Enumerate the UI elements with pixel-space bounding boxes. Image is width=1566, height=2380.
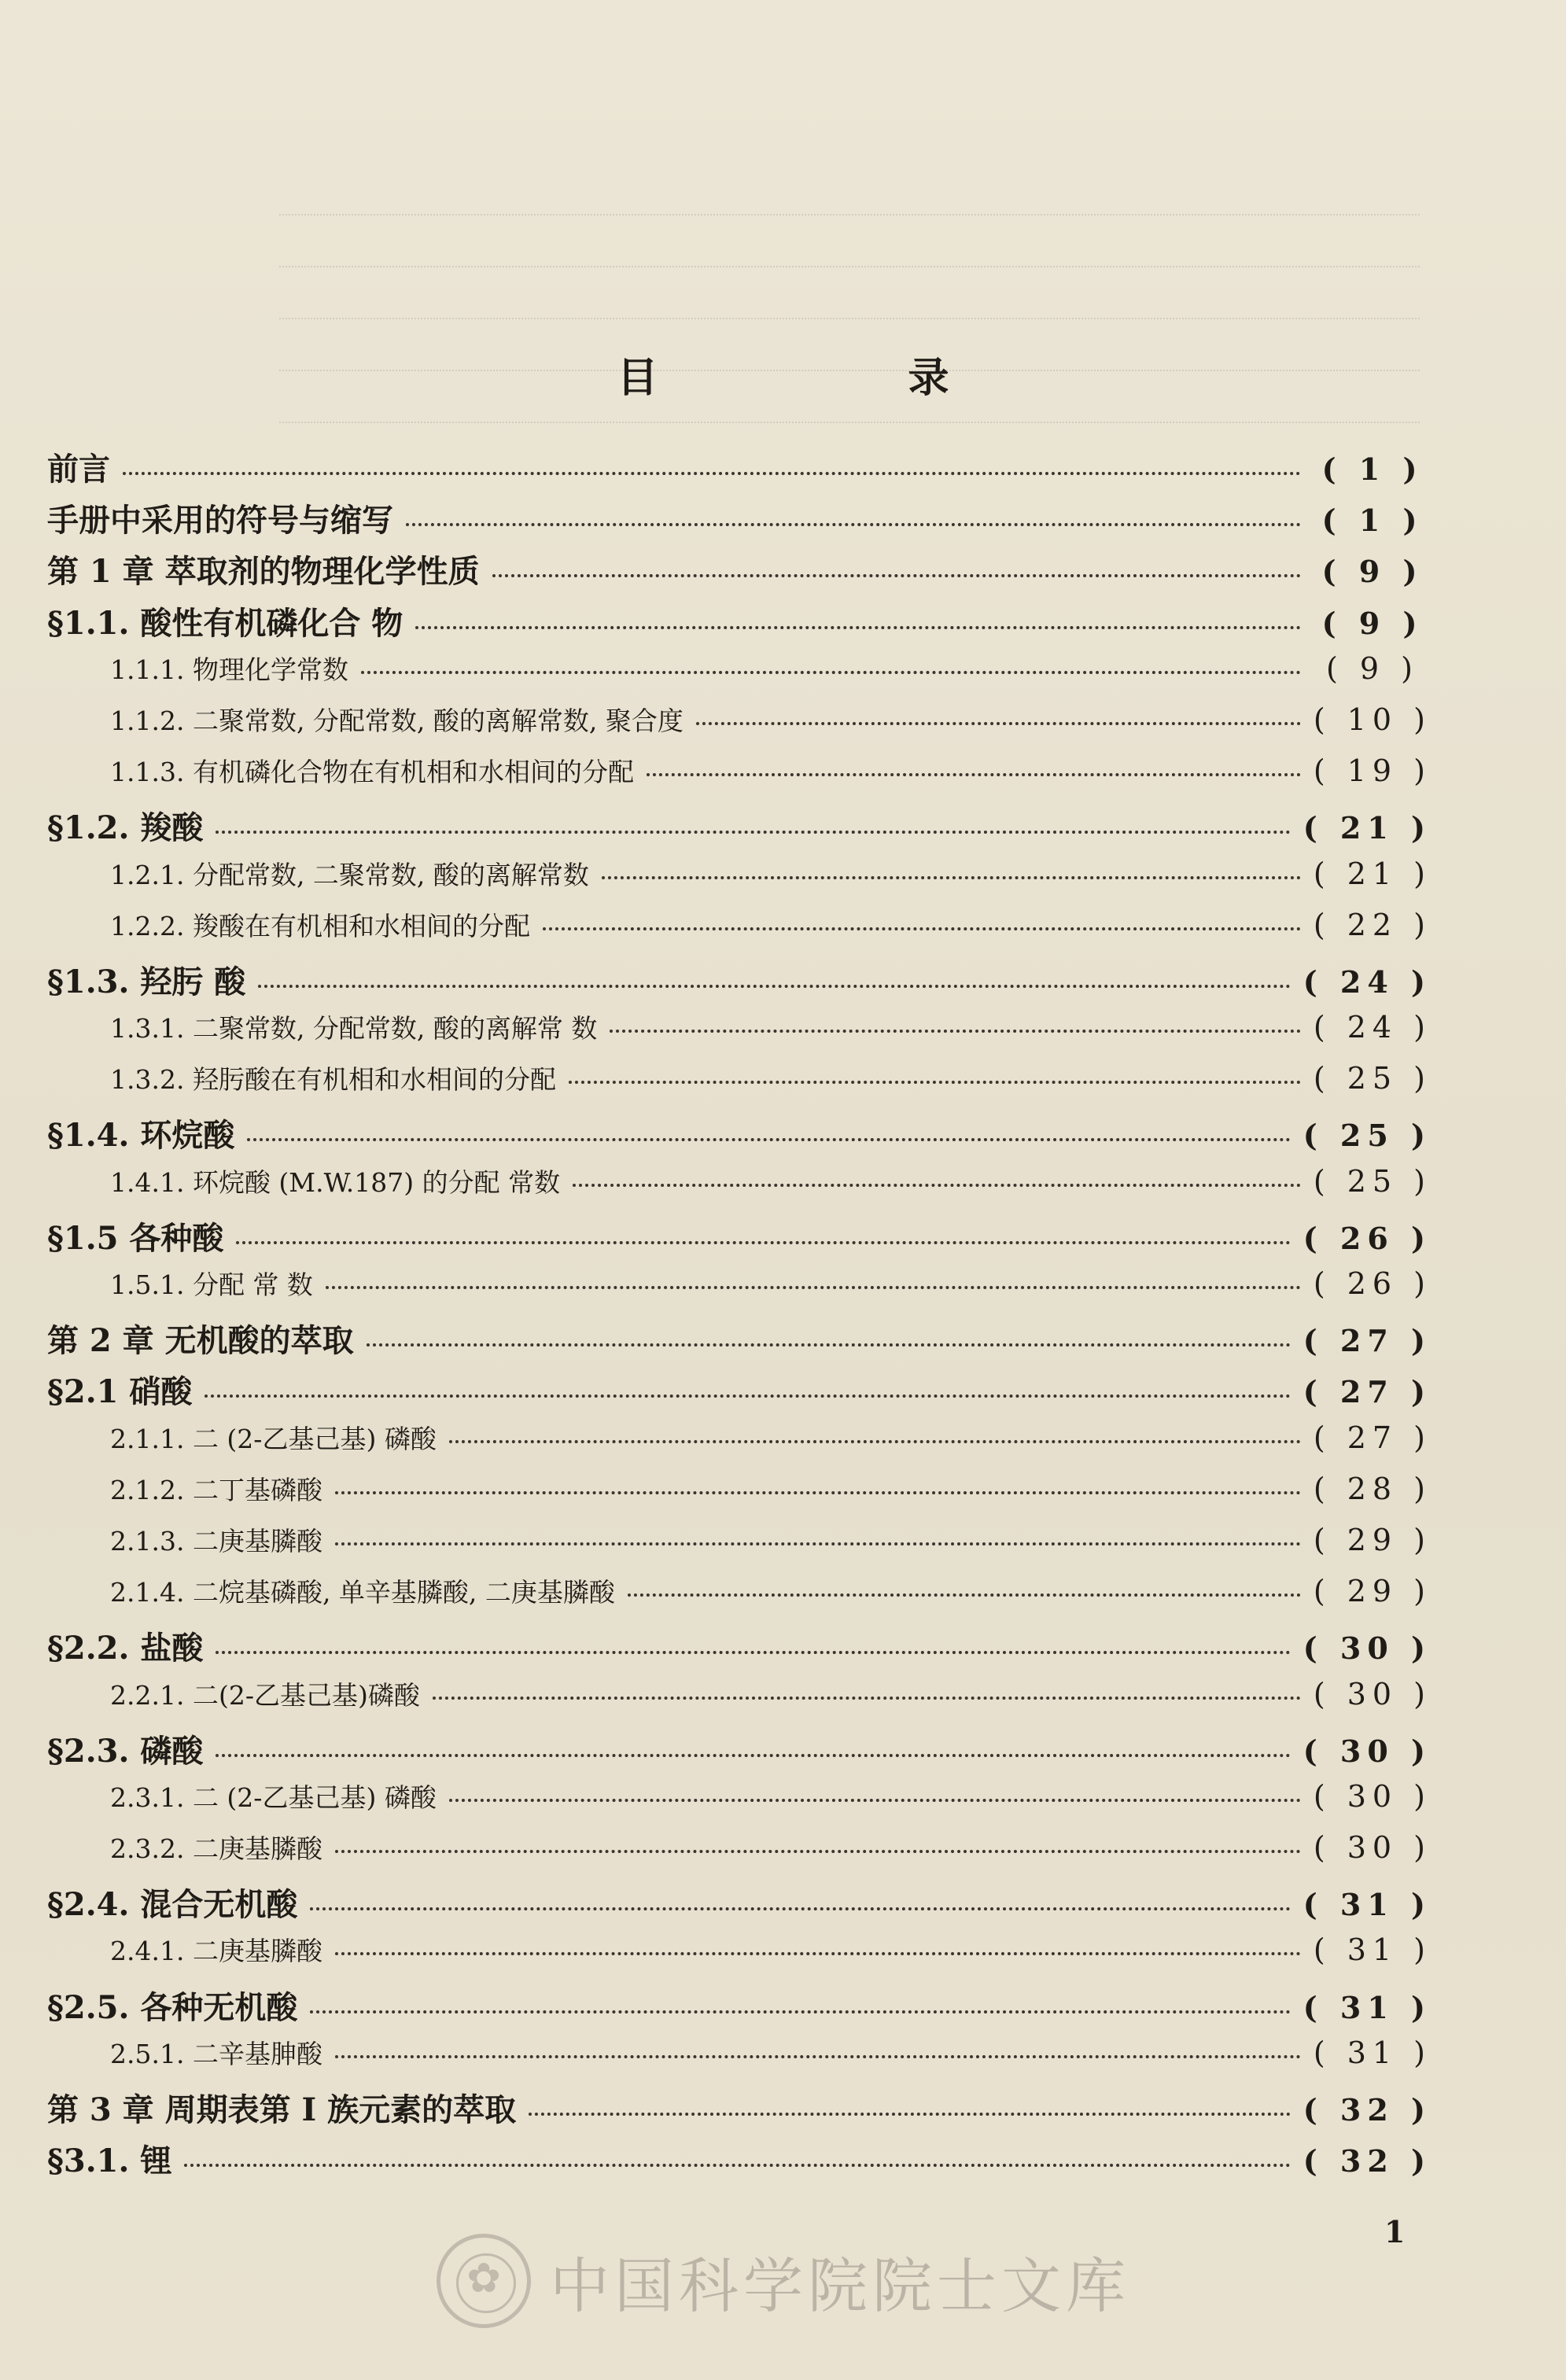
toc-entry-title: §1.3. 羟肟 酸: [47, 963, 246, 1000]
dot-leader: [361, 671, 1301, 674]
toc-entry-title: 第 2 章 无机酸的萃取: [47, 1322, 354, 1360]
toc-entry-page: ( 31 ): [1313, 2035, 1432, 2070]
toc-entry[interactable]: [47, 752, 1432, 803]
dot-leader: [335, 1952, 1301, 1955]
toc-entry-page: ( 9 ): [1321, 554, 1424, 590]
toc-entry[interactable]: [47, 1829, 1432, 1880]
toc-entry-page: ( 27 ): [1303, 1374, 1432, 1410]
toc-entry-page: ( 26 ): [1303, 1220, 1432, 1256]
toc-entry[interactable]: [47, 1008, 1432, 1059]
toc-entry-page: ( 21 ): [1313, 856, 1432, 891]
toc-entry-page: ( 27 ): [1303, 1323, 1432, 1359]
toc-entry-page: ( 26 ): [1313, 1266, 1432, 1301]
toc-entry[interactable]: [47, 957, 1432, 1008]
dot-leader: [258, 985, 1290, 988]
toc-entry-page: ( 29 ): [1313, 1522, 1432, 1557]
toc-entry[interactable]: [47, 496, 1432, 547]
toc-entry-page: ( 25 ): [1313, 1061, 1432, 1096]
toc-entry[interactable]: [47, 1214, 1432, 1265]
toc-entry-page: ( 1 ): [1321, 451, 1424, 487]
toc-entry-page: ( 1 ): [1321, 503, 1424, 539]
toc-entry-title: 1.4.1. 环烷酸 (M.W.187) 的分配 常数: [110, 1166, 561, 1198]
toc-entry-title: §2.5. 各种无机酸: [47, 1988, 298, 2026]
dot-leader: [602, 876, 1301, 879]
toc-entry[interactable]: [47, 2034, 1432, 2085]
dot-leader: [628, 1593, 1301, 1597]
dot-leader: [449, 1799, 1301, 1802]
toc-entry-title: 2.4.1. 二庚基膦酸: [110, 1936, 322, 1967]
toc-entry-title: 2.1.3. 二庚基膦酸: [110, 1525, 322, 1557]
watermark-text: 中国科学院院士文库: [550, 2250, 1130, 2321]
toc-entry[interactable]: [47, 547, 1432, 598]
bleed-through-text: [279, 197, 1420, 440]
dot-leader: [335, 1491, 1301, 1494]
dot-leader: [573, 1184, 1301, 1187]
toc-entry[interactable]: [47, 1470, 1432, 1521]
dot-leader: [310, 2010, 1290, 2013]
dot-leader: [236, 1241, 1290, 1244]
toc-entry-page: ( 30 ): [1303, 1733, 1432, 1769]
toc-entry-title: §3.1. 锂: [47, 2142, 172, 2180]
dot-leader: [647, 773, 1301, 776]
toc-entry-title: 前言: [47, 451, 110, 488]
dot-leader: [205, 1394, 1290, 1398]
academy-seal-icon: [437, 2234, 531, 2328]
toc-entry-page: ( 27 ): [1313, 1420, 1432, 1455]
toc-entry-title: 1.3.2. 羟肟酸在有机相和水相间的分配: [110, 1064, 556, 1096]
toc-entry-title: 1.5.1. 分配 常 数: [110, 1269, 313, 1300]
toc-entry-title: §2.3. 磷酸: [47, 1732, 204, 1770]
toc-entry-title: §2.1 硝酸: [47, 1373, 193, 1411]
toc-entry[interactable]: [47, 1059, 1432, 1111]
toc-entry[interactable]: [47, 1316, 1432, 1367]
toc-entry-title: §1.1. 酸性有机磷化合 物: [47, 604, 403, 642]
toc-entry[interactable]: [47, 906, 1432, 957]
dot-leader: [216, 831, 1290, 834]
toc-entry-title: 2.5.1. 二辛基胂酸: [110, 2038, 322, 2069]
toc-entry-page: ( 32 ): [1303, 2143, 1432, 2179]
toc-entry-title: 2.2.1. 二(2-乙基己基)磷酸: [110, 1679, 420, 1711]
toc-entry-page: ( 30 ): [1313, 1830, 1432, 1866]
toc-entry-title: 手册中采用的符号与缩写: [47, 502, 393, 540]
toc-entry[interactable]: [47, 1162, 1432, 1214]
toc-entry[interactable]: [47, 1983, 1432, 2034]
toc-entry[interactable]: [47, 599, 1432, 650]
toc-entry[interactable]: [47, 803, 1432, 854]
toc-entry-page: ( 21 ): [1303, 810, 1432, 846]
toc-entry-page: ( 29 ): [1313, 1574, 1432, 1609]
toc-entry-page: ( 9 ): [1321, 605, 1424, 641]
toc-entry-title: 1.1.1. 物理化学常数: [110, 654, 348, 685]
toc-entry-page: ( 25 ): [1313, 1163, 1432, 1199]
dot-leader: [184, 2164, 1290, 2167]
toc-entry-title: 1.2.1. 分配常数, 二聚常数, 酸的离解常数: [110, 859, 589, 890]
toc-entry-page: ( 10 ): [1313, 702, 1432, 737]
toc-entry-title: 1.1.3. 有机磷化合物在有机相和水相间的分配: [110, 757, 634, 788]
toc-entry[interactable]: [47, 1111, 1432, 1162]
toc-entry-page: ( 32 ): [1303, 2092, 1432, 2128]
toc-entry[interactable]: [47, 1572, 1432, 1623]
dot-leader: [449, 1440, 1301, 1443]
dot-leader: [492, 574, 1301, 577]
dot-leader: [335, 2055, 1301, 2058]
toc-entry[interactable]: [47, 855, 1432, 906]
toc-entry-title: §1.4. 环烷酸: [47, 1117, 235, 1155]
toc-entry-page: ( 24 ): [1303, 963, 1432, 1000]
toc-entry-title: §1.2. 羧酸: [47, 809, 204, 847]
toc-entry[interactable]: [47, 1265, 1432, 1316]
toc-entry-title: 第 3 章 周期表第 I 族元素的萃取: [47, 2091, 517, 2128]
toc-entry-page: ( 30 ): [1313, 1676, 1432, 1711]
table-of-contents: [47, 444, 1432, 2187]
toc-entry-page: ( 9 ): [1326, 650, 1419, 686]
toc-entry-title: 1.1.2. 二聚常数, 分配常数, 酸的离解常数, 聚合度: [110, 705, 684, 736]
dot-leader: [310, 1907, 1290, 1910]
toc-entry[interactable]: [47, 1778, 1432, 1829]
toc-entry-title: 第 1 章 萃取剂的物理化学性质: [47, 553, 480, 591]
dot-leader: [216, 1651, 1290, 1654]
toc-entry-page: ( 25 ): [1303, 1118, 1432, 1154]
toc-entry-page: ( 28 ): [1313, 1471, 1432, 1506]
toc-entry[interactable]: [47, 650, 1432, 701]
dot-leader: [326, 1286, 1301, 1289]
toc-entry[interactable]: [47, 1931, 1432, 1982]
toc-entry-title: §2.4. 混合无机酸: [47, 1886, 298, 1924]
toc-entry-page: ( 31 ): [1303, 1887, 1432, 1923]
dot-leader: [610, 1030, 1300, 1033]
toc-entry[interactable]: [47, 1521, 1432, 1572]
watermark: [437, 2238, 1144, 2324]
toc-entry[interactable]: [47, 1367, 1432, 1418]
dot-leader: [696, 722, 1301, 725]
dot-leader: [406, 523, 1301, 526]
dot-leader: [247, 1138, 1290, 1141]
toc-entry-title: 1.2.2. 羧酸在有机相和水相间的分配: [110, 910, 530, 941]
dot-leader: [216, 1754, 1290, 1757]
dot-leader: [415, 626, 1301, 629]
dot-leader: [367, 1343, 1291, 1347]
toc-entry[interactable]: [47, 1675, 1432, 1726]
dot-leader: [335, 1542, 1301, 1546]
toc-entry-page: ( 31 ): [1313, 1932, 1432, 1968]
toc-entry-title: 2.3.1. 二 (2-乙基己基) 磷酸: [110, 1781, 437, 1813]
toc-entry[interactable]: [47, 701, 1432, 752]
dot-leader: [569, 1081, 1301, 1084]
toc-entry[interactable]: [47, 1880, 1432, 1931]
toc-entry-title: 2.1.4. 二烷基磷酸, 单辛基膦酸, 二庚基膦酸: [110, 1577, 615, 1608]
toc-entry-title: §1.5 各种酸: [47, 1219, 224, 1257]
page-number: 1: [1384, 2214, 1406, 2249]
toc-entry-page: ( 24 ): [1313, 1010, 1432, 1045]
toc-entry[interactable]: [47, 2085, 1432, 2136]
toc-entry-title: 2.1.1. 二 (2-乙基己基) 磷酸: [110, 1423, 437, 1454]
toc-entry[interactable]: [47, 1623, 1432, 1674]
toc-entry-title: 2.3.2. 二庚基膦酸: [110, 1833, 322, 1865]
toc-entry-title: 1.3.1. 二聚常数, 分配常数, 酸的离解常 数: [110, 1013, 598, 1044]
dot-leader: [433, 1697, 1301, 1700]
toc-entry[interactable]: [47, 1419, 1432, 1470]
dot-leader: [123, 472, 1301, 475]
toc-entry-page: ( 19 ): [1313, 753, 1432, 789]
dot-leader: [529, 2113, 1291, 2116]
toc-entry[interactable]: [47, 1726, 1432, 1778]
toc-entry[interactable]: [47, 2136, 1432, 2187]
toc-entry-page: ( 30 ): [1313, 1778, 1432, 1814]
dot-leader: [543, 927, 1301, 930]
toc-entry-title: 2.1.2. 二丁基磷酸: [110, 1474, 322, 1505]
page-title: 目 录: [617, 354, 1067, 402]
dot-leader: [335, 1850, 1301, 1853]
toc-entry[interactable]: [47, 444, 1432, 496]
toc-entry-page: ( 30 ): [1303, 1630, 1432, 1667]
toc-entry-title: §2.2. 盐酸: [47, 1630, 204, 1667]
toc-entry-page: ( 31 ): [1303, 1989, 1432, 2025]
toc-entry-page: ( 22 ): [1313, 907, 1432, 942]
